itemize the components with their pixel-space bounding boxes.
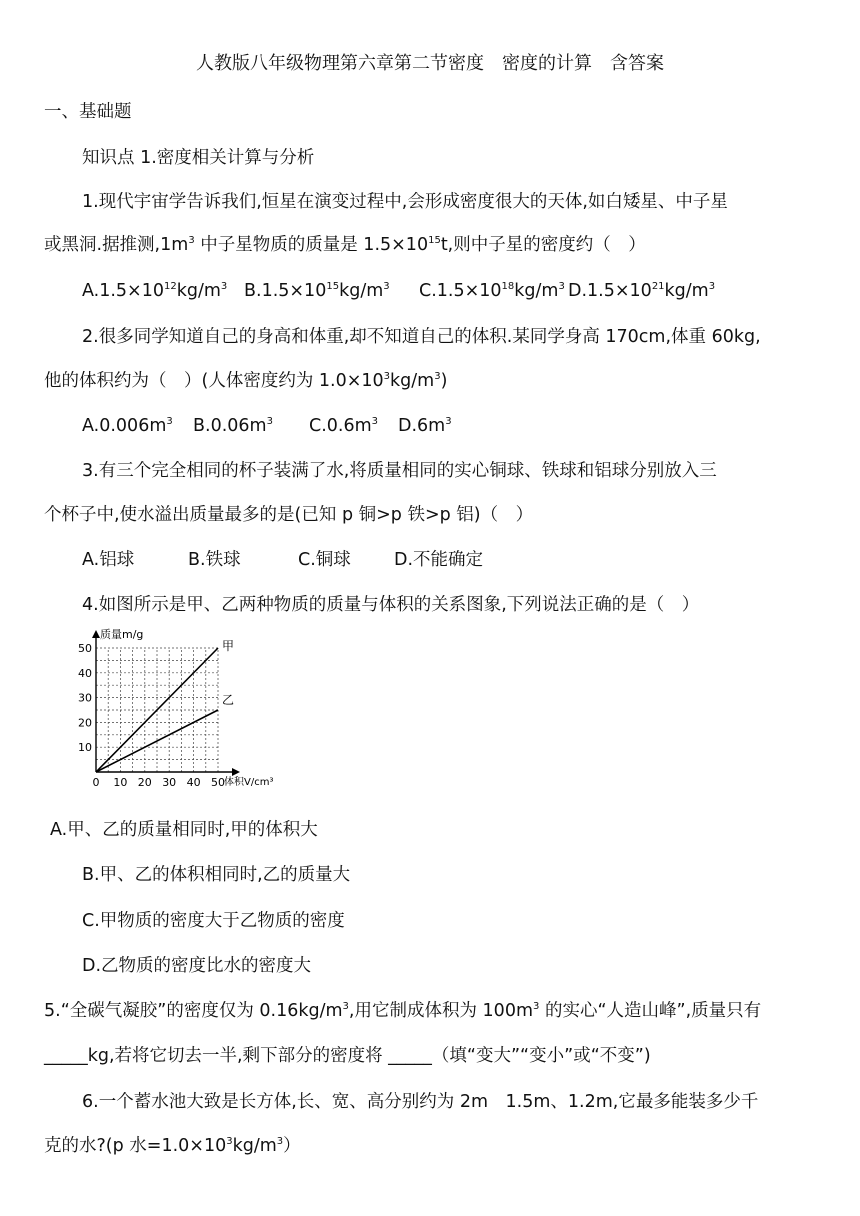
q3-line2: 个杯子中,使水溢出质量最多的是(已知 p 铜>p 铁>p 铝)（ ） [44, 505, 534, 525]
q4-option-c: C.甲物质的密度大于乙物质的密度 [82, 911, 345, 931]
page-title: 人教版八年级物理第六章第二节密度 密度的计算 含答案 [196, 53, 664, 74]
q1-option-b: $B.1.5\times 10^{15}kg/m^3$ [244, 281, 390, 301]
x-tick-label: 10 [113, 776, 128, 789]
chart-svg [66, 624, 296, 804]
x-axis-arrow [232, 768, 240, 776]
q1-option-c: $C.1.5\times 10^{18}kg/m^3$ [419, 281, 565, 301]
q4-option-d: D.乙物质的密度比水的密度大 [82, 956, 312, 976]
q2-line2: 他的体积约为（ ）(人体密度约为 $1.0\times 10^3kg/m^3$) [44, 371, 448, 391]
q4-option-b: B.甲、乙的体积相同时,乙的质量大 [82, 865, 351, 885]
q1-line2: 或黑洞.据推测$,1m^3$ 中子星物质的质量是 $1.5\times 10^{15}t$,则中子星的密度约（ ） [44, 235, 646, 255]
series-label-jia: 甲 [222, 639, 235, 653]
y-axis-label: 质量m/g [100, 628, 144, 641]
y-tick-label: 50 [78, 642, 92, 655]
q2-option-c: $C.0.6m^3$ [309, 416, 379, 436]
q2-option-b: $B.0.06m^3$ [193, 416, 273, 436]
q3-option-a: A.铝球 [82, 550, 135, 570]
q5-line1: 5.“全碳气凝胶”的密度仅为 $0.16kg/m^3$,用它制成体积为 $100m^3$ 的实心“人造山峰”,质量只有 [44, 1001, 762, 1021]
mass-volume-chart [66, 624, 296, 804]
q4-option-a: A.甲、乙的质量相同时,甲的体积大 [50, 820, 318, 840]
section-heading: 一、基础题 [44, 102, 132, 122]
knowledge-point: 知识点 1.密度相关计算与分析 [82, 148, 315, 168]
q2-option-a: $A.0.006m^3$ [82, 416, 173, 436]
q6-line2: 克的水?(p 水$=1.0\times 10^3kg/m^3$） [44, 1136, 301, 1156]
q3-option-c: C.铜球 [298, 550, 351, 570]
x-axis-label: 体积V/cm³ [224, 777, 274, 788]
q1-line1: 1.现代宇宙学告诉我们,恒星在演变过程中,会形成密度很大的天体,如白矮星、中子星 [82, 192, 728, 212]
x-tick-label: 0 [92, 776, 100, 789]
chart-series [96, 639, 234, 772]
y-tick-label: 10 [78, 741, 92, 755]
q1-option-d: $D.1.5\times 10^{21}kg/m^3$ [568, 281, 716, 301]
q5-line2: _____kg,若将它切去一半,剩下部分的密度将 _____（填“变大”“变小”或“不变”) [44, 1046, 651, 1066]
x-tick-label: 40 [186, 776, 201, 789]
x-tick-label: 20 [137, 776, 152, 789]
q6-line1: 6.一个蓄水池大致是长方体,长、宽、高分别约为 2m 1.5m、1.2m,它最多能装多少千 [82, 1092, 759, 1112]
y-axis-arrow [92, 630, 100, 638]
x-tick-label: 30 [162, 776, 177, 789]
series-label-yi: 乙 [222, 693, 235, 707]
q4-line1: 4.如图所示是甲、乙两种物质的质量与体积的关系图象,下列说法正确的是（ ） [82, 595, 700, 615]
q3-option-d: D.不能确定 [394, 550, 484, 570]
q2-option-d: $D.6m^3$ [398, 416, 452, 436]
q1-option-a: $A.1.5\times 10^{12}kg/m^3$ [82, 281, 228, 301]
y-tick-label: 20 [78, 716, 92, 730]
y-tick-label: 40 [78, 666, 92, 680]
q3-option-b: B.铁球 [188, 550, 241, 570]
q3-line1: 3.有三个完全相同的杯子装满了水,将质量相同的实心铜球、铁球和铝球分别放入三 [82, 461, 717, 481]
y-tick-label: 30 [78, 691, 92, 705]
x-tick-label: 50 [211, 776, 225, 789]
q2-line1: 2.很多同学知道自己的身高和体重,却不知道自己的体积.某同学身高 170cm,体重 60kg, [82, 327, 761, 347]
